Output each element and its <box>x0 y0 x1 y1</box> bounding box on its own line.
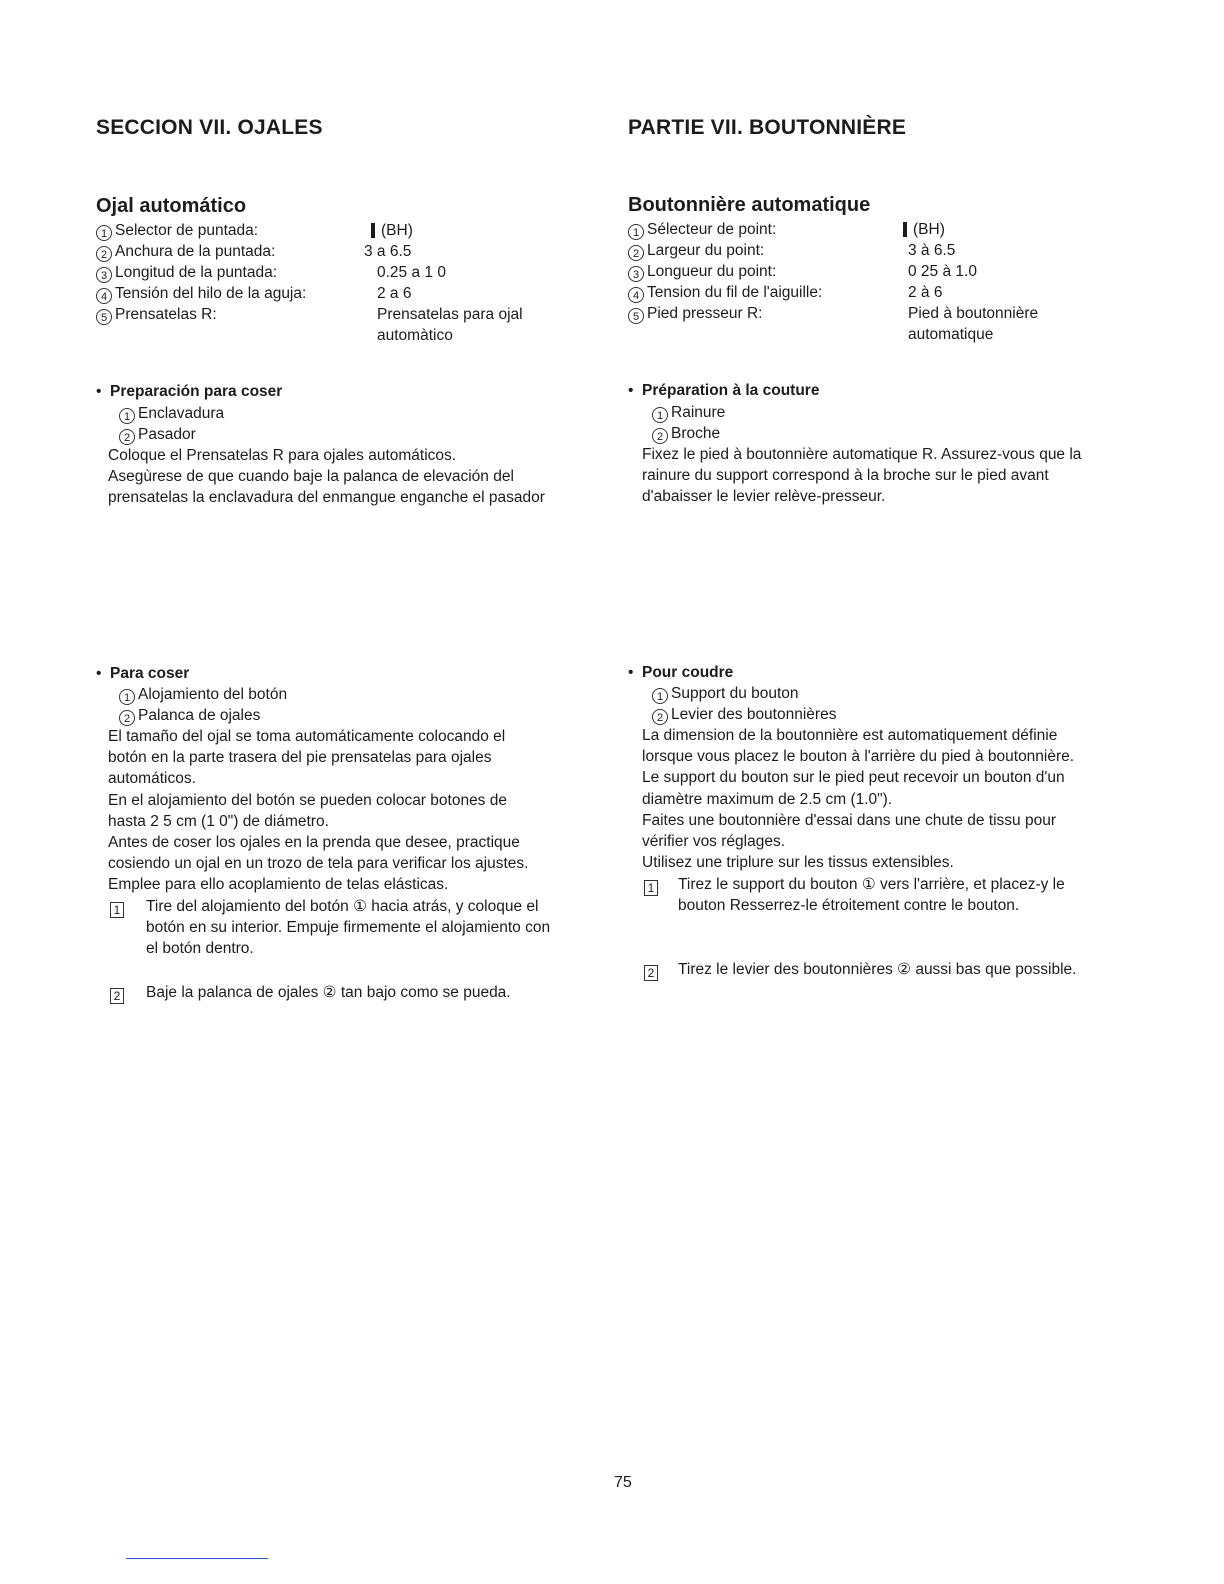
sew-item-label: Alojamiento del botón <box>138 686 288 703</box>
circled-number: 2 <box>628 245 644 261</box>
setting-label: Anchura de la puntada: <box>115 243 276 260</box>
circled-number: 2 <box>119 710 135 726</box>
sew-title-fr: • Pour coudre <box>628 664 734 681</box>
sew-item-label: Palanca de ojales <box>138 707 261 724</box>
setting-row-fr <box>628 261 1108 282</box>
prep-item-es <box>119 424 196 445</box>
step2-text-es: Baje la palanca de ojales ② tan bajo como se pueda. <box>146 984 511 1001</box>
prep-item-es <box>119 403 224 424</box>
prep-text-fr: Fixez le pied à boutonnière automatique R. Assurez-vous que la rainure du support correspond à la broche sur le pied avant d'abaisser le levier relève-presseur. <box>642 446 1082 506</box>
setting-row-es <box>96 283 576 304</box>
prep-title-es: • Preparación para coser <box>96 383 283 400</box>
section-title-es: SECCION VII. OJALES <box>96 116 323 139</box>
step1-text-fr: Tirez le support du bouton ① vers l'arrière, et placez-y le bouton Resserrez-le étroitement contre le bouton. <box>678 876 1065 915</box>
prep-item-label: Broche <box>671 425 721 442</box>
setting-label: Prensatelas R: <box>115 306 217 323</box>
buttonhole-stitch-icon <box>903 222 907 237</box>
circled-number: 2 <box>652 428 668 444</box>
setting-row-es <box>96 304 576 346</box>
sew-title-text: Para coser <box>110 665 190 682</box>
sew-item-es <box>119 684 287 705</box>
setting-label: Pied presseur R: <box>647 305 763 322</box>
setting-row-fr <box>628 240 1108 261</box>
circled-number: 2 <box>119 429 135 445</box>
sew-item-label: Support du bouton <box>671 685 799 702</box>
setting-value: 3 à 6.5 <box>908 242 956 259</box>
setting-value: Pied à boutonnière <box>908 305 1039 322</box>
section-title-fr: PARTIE VII. BOUTONNIÈRE <box>628 116 907 139</box>
prep-item-label: Enclavadura <box>138 405 225 422</box>
sew-item-label: Levier des boutonnières <box>671 706 837 723</box>
page-number: 75 <box>614 1474 632 1491</box>
step-number: 2 <box>644 965 658 981</box>
setting-row-fr <box>628 303 1108 345</box>
step-marker-fr <box>644 877 658 896</box>
circled-number: 3 <box>628 266 644 282</box>
circled-number: 1 <box>119 408 135 424</box>
setting-row-es <box>96 220 576 241</box>
prep-title-text: Préparation à la couture <box>642 382 820 399</box>
setting-value: 3 a 6.5 <box>364 243 412 260</box>
footer-rule <box>126 1558 268 1559</box>
setting-label: Longitud de la puntada: <box>115 264 278 281</box>
prep-text-es: Coloque el Prensatelas R para ojales automáticos. Asegùrese de que cuando baje la palanca de elevación del prensatelas la enclavadura del enmangue enganche el pasador <box>108 447 545 507</box>
sew-item-fr <box>652 683 799 704</box>
circled-number: 2 <box>652 709 668 725</box>
prep-item-label: Rainure <box>671 404 726 421</box>
step-number: 1 <box>110 902 124 918</box>
prep-title-fr: • Préparation à la couture <box>628 382 820 399</box>
buttonhole-stitch-icon <box>371 223 375 238</box>
setting-row-es <box>96 262 576 283</box>
setting-value-cont: automatique <box>908 326 994 343</box>
setting-value: (BH) <box>381 222 413 239</box>
circled-number: 4 <box>96 288 112 304</box>
prep-title-text: Preparación para coser <box>110 383 283 400</box>
setting-value: 0.25 a 1 0 <box>377 264 446 281</box>
setting-value: 2 a 6 <box>377 285 412 302</box>
circled-number: 1 <box>119 689 135 705</box>
circled-number: 5 <box>96 309 112 325</box>
circled-number: 1 <box>628 224 644 240</box>
circled-number: 3 <box>96 267 112 283</box>
setting-value: Prensatelas para ojal <box>377 306 523 323</box>
setting-row-fr <box>628 282 1108 303</box>
step-marker-fr <box>644 962 658 981</box>
heading-es: Ojal automático <box>96 195 247 217</box>
prep-item-label: Pasador <box>138 426 196 443</box>
circled-number: 1 <box>96 225 112 241</box>
step-marker-es <box>110 899 124 918</box>
circled-number: 5 <box>628 308 644 324</box>
setting-row-es <box>96 241 576 262</box>
setting-label: Sélecteur de point: <box>647 221 777 238</box>
sew-title-es: • Para coser <box>96 665 190 682</box>
sew-text-fr: La dimension de la boutonnière est automatiquement définie lorsque vous placez le bouton à l'arrière du pied à boutonnière. Le support du bouton sur le pied peut recevoir un bouton d'un diamètre maximum de 2.5 cm (1.0"). Faites une boutonnière d'essai dans une chute de tissu pour vérifier vos réglages. Utilisez une triplure sur les tissus extensibles. <box>642 727 1075 872</box>
setting-row-fr <box>628 219 1108 240</box>
setting-label: Tension du fil de l'aiguille: <box>647 284 823 301</box>
heading-fr: Boutonnière automatique <box>628 194 871 216</box>
step-number: 1 <box>644 880 658 896</box>
circled-number: 1 <box>652 407 668 423</box>
setting-value: 0 25 à 1.0 <box>908 263 977 280</box>
circled-number: 2 <box>96 246 112 262</box>
setting-label: Selector de puntada: <box>115 222 259 239</box>
step1-text-es: Tire del alojamiento del botón ① hacia atrás, y coloque el botón en su interior. Empuje firmemente el alojamiento con el botón dentro. <box>146 898 551 958</box>
setting-value: 2 à 6 <box>908 284 943 301</box>
sew-title-text: Pour coudre <box>642 664 734 681</box>
setting-label: Largeur du point: <box>647 242 765 259</box>
circled-number: 1 <box>652 688 668 704</box>
setting-value-cont: automàtico <box>377 327 453 344</box>
sew-item-fr <box>652 704 836 725</box>
sew-item-es <box>119 705 260 726</box>
step-marker-es <box>110 985 124 1004</box>
sew-text-es: El tamaño del ojal se toma automáticamente colocando el botón en la parte trasera del pie prensatelas para ojales automáticos. En el alojamiento del botón se pueden colocar botones de hasta 2 5 cm (1 0") de diámetro. Antes de coser los ojales en la prenda que desee, practique cosiendo un ojal en un trozo de tela para verificar los ajustes. Emplee para ello acoplamiento de telas elásticas. <box>108 728 529 894</box>
setting-value: (BH) <box>913 221 945 238</box>
setting-label: Longueur du point: <box>647 263 777 280</box>
setting-label: Tensión del hilo de la aguja: <box>115 285 307 302</box>
prep-item-fr <box>652 423 720 444</box>
circled-number: 4 <box>628 287 644 303</box>
prep-item-fr <box>652 402 725 423</box>
step2-text-fr: Tirez le levier des boutonnières ② aussi bas que possible. <box>678 961 1077 978</box>
step-number: 2 <box>110 988 124 1004</box>
